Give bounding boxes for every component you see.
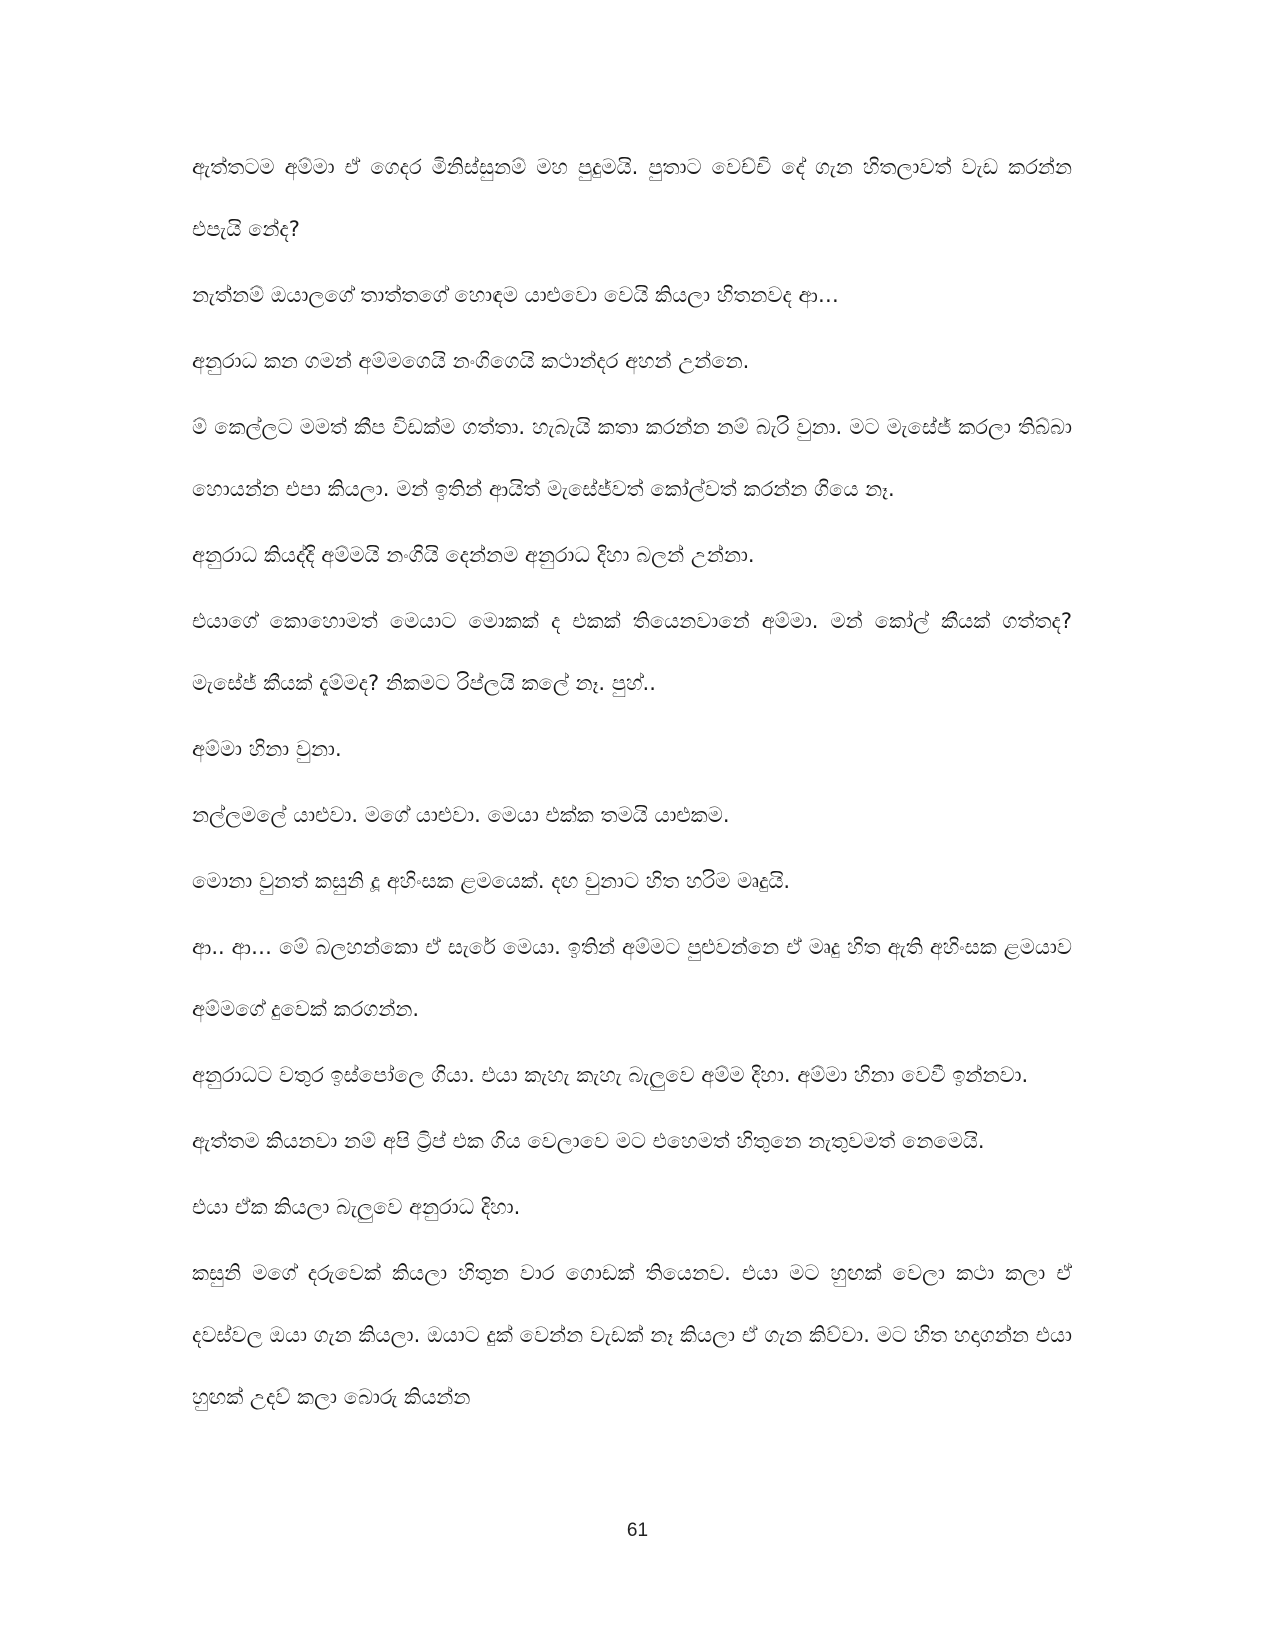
paragraph: ඇත්තම කියනවා නම් අපි ට්‍රිප් එක ගිය වෙලාවෙ මට එහෙමත් හිතුනෙ නැතුවමත් නෙමෙයි. xyxy=(192,1129,985,1153)
paragraph: ඇත්තටම අම්මා ඒ ගෙදර මිනිස්සුනම් මහ පුදුමයි. පුතාට වෙච්චි දේ ගැන හිතලාවත් වැඩ කරන්න එපැයි නේද? xyxy=(192,155,1072,241)
paragraph: එයාගේ කොහොමත් මෙයාට මොකක් ද එකක් තියෙනවානේ අම්මා. මන් කෝල් කීයක් ගත්තද? මැසේජ් කීයක් දැම්මද? නිකමට රිප්ලයි කලේ නෑ. පුහ්.. xyxy=(192,609,1072,695)
paragraph: කසුනි මගේ දරුවෙක් කියලා හිතුන වාර ගොඩක් තියෙනව. එයා මට හුඟක් වෙලා කථා කලා ඒ දවස්වල ඔයා ගැන කියලා. ඔයාට දුක් වෙන්න වැඩක් නෑ කියලා ඒ ගැන කිව්වා. මට හිත හදාගන්න එයා හුඟක් උදව් කලා බොරු කියන්න xyxy=(192,1261,1072,1409)
paragraph: ම් කෙල්ලට මමත් කීප විඩක්ම ගත්තා. හැබැයි කතා කරන්න නම් බැරි වුනා. මට මැසේජ් කරලා තිබ්බා හොයන්න එපා කියලා. මන් ඉතින් ආයිත් මැසේජ්වත් කෝල්වත් කරන්න ගියෙ නෑ. xyxy=(192,415,1072,501)
paragraph: ආ.. ආ… මේ බලහන්කො ඒ සැරේ මෙයා. ඉතින් අම්මට පුළුවන්නෙ ඒ මෘදු හිත ඇති අහිංසක ළමයාව අම්මගේ දුවෙක් කරගන්න. xyxy=(192,935,1072,1021)
paragraph: අනුරාධ කියද්දි අම්මයි නංගියි දෙන්නම අනුරාධ දිහා බලන් උන්නා. xyxy=(192,543,755,567)
page-number: 61 xyxy=(626,1520,649,1541)
paragraph: අනුරාධට වතුර ඉස්පෝලෙ ගියා. එයා කැහැ කැහැ බැලුවෙ අම්ම දිහා. අම්මා හිනා වෙවී ඉන්නවා. xyxy=(192,1063,1029,1087)
paragraph: අනුරාධ කන ගමන් අම්මගෙයි නංගිගෙයි කථාන්දර අහන් උන්නෙ. xyxy=(192,349,750,373)
paragraph: මොනා වුනත් කසුනි දූ අහිංසක ළමයෙක්. දඟ වුනාට හිත හරිම මෘදුයි. xyxy=(192,869,791,893)
paragraph: නල්ලමලේ යාළුවා. මගේ යාළුවා. මෙයා එක්ක තමයි යාළුකම. xyxy=(192,803,730,827)
body-text xyxy=(192,136,1072,1428)
paragraph: නැත්නම් ඔයාලගේ තාත්තගේ හොඳම යාළුවො වෙයි කියලා හිතනවද ආ… xyxy=(192,283,839,307)
paragraph: එයා ඒක කියලා බැලුවෙ අනුරාධ දිහා. xyxy=(192,1195,521,1219)
paragraph: අම්මා හිනා වුනා. xyxy=(192,737,342,761)
